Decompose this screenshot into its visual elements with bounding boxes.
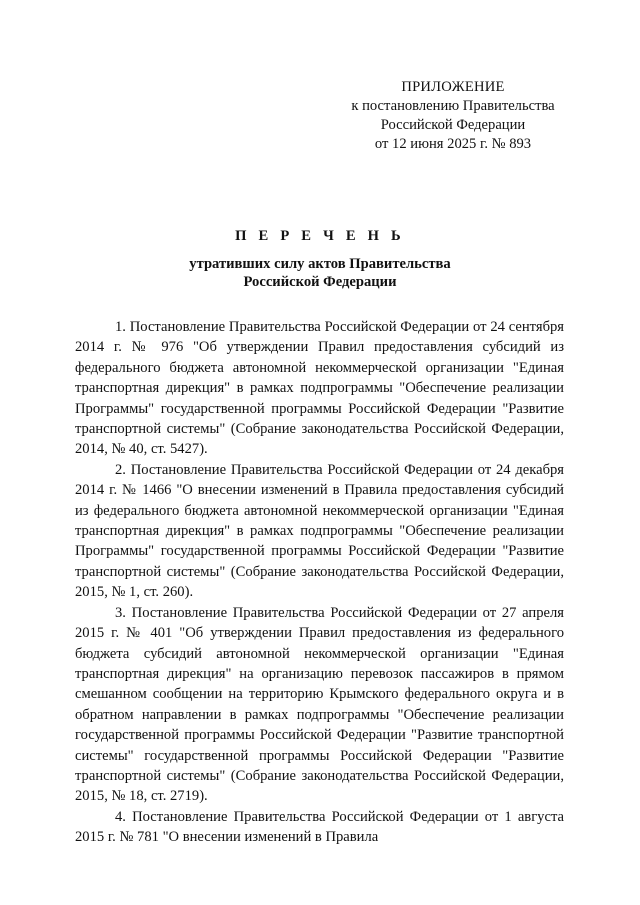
list-item-3: 3. Постановление Правительства Российской Федерации от 27 апреля 2015 г. № 401 "Об утверждении Правил предоставления из федерального бюджета субсидий автономной некоммерческой организации "Единая транспортная дирекция" на организацию перевозок пассажиров в прямом смешанном сообщении на территорию Крымского федерального округа и в обратном направлении в рамках подпрограммы "Обеспечение реализации государственной программы Российской Федерации "Развитие транспортной системы" государственной программы Российской Федерации "Развитие транспортной системы" (Собрание законодательства Российской Федерации, 2015, № 18, ст. 2719).	[75, 604, 564, 805]
appendix-line-resolution: к постановлению Правительства	[351, 98, 555, 114]
list-item-4: 4. Постановление Правительства Российской Федерации от 1 августа 2015 г. № 781 "О внесении изменений в Правила	[75, 808, 564, 846]
appendix-line-date: от 12 июня 2025 г. № 893	[374, 136, 532, 152]
appendix-title: ПРИЛОЖЕНИЕ	[401, 79, 505, 95]
heading-title: П Е Р Е Ч Е Н Ь	[235, 228, 405, 244]
list-item-1: 1. Постановление Правительства Российской Федерации от 24 сентября 2014 г. № 976 "Об утверждении Правил предоставления субсидий из федерального бюджета автономной некоммерческой организации "Единая транспортная дирекция" в рамках подпрограммы "Обеспечение реализации Программы" государственной программы Российской Федерации "Развитие транспортной системы" (Собрание законодательства Российской Федерации, 2014, № 40, ст. 5427).	[75, 319, 564, 458]
document-body	[75, 317, 564, 848]
list-item-2: 2. Постановление Правительства Российской Федерации от 24 декабря 2014 г. № 1466 "О внесении изменений в Правила предоставления субсидий из федерального бюджета автономной некоммерческой организации "Единая транспортная дирекция" в рамках подпрограммы "Обеспечение реализации Программы" государственной программы Российской Федерации "Развитие транспортной системы" (Собрание законодательства Российской Федерации, 2015, № 1, ст. 260).	[75, 461, 564, 601]
heading-subtitle-line2: Российской Федерации	[243, 274, 397, 290]
appendix-block	[340, 78, 566, 154]
document-heading	[0, 226, 640, 291]
heading-subtitle-line1: утративших силу актов Правительства	[189, 256, 451, 272]
appendix-line-country: Российской Федерации	[380, 117, 526, 133]
